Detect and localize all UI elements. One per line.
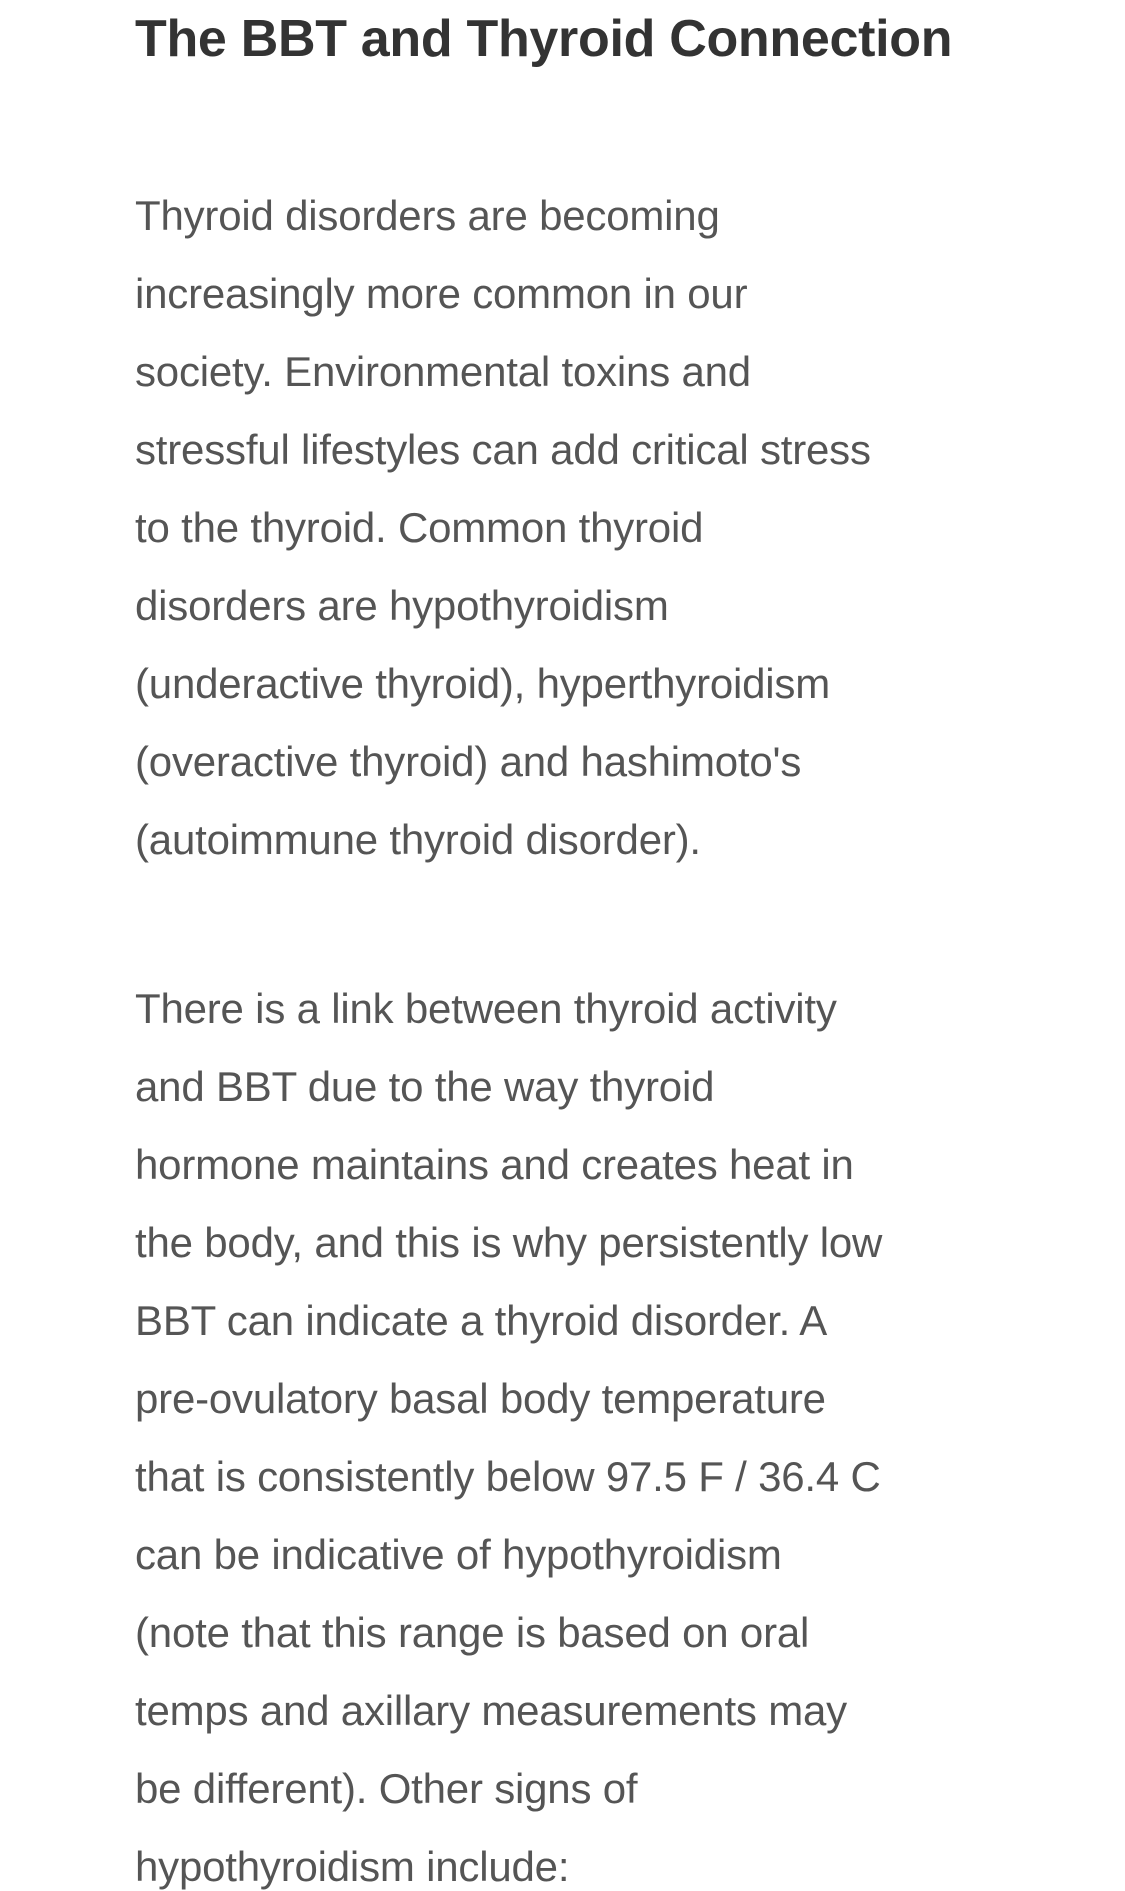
paragraph-line: Thyroid disorders are becoming [135,192,720,239]
paragraph-thyroid-disorders [135,177,995,879]
article-heading: The BBT and Thyroid Connection [135,10,953,68]
paragraph-line: the body, and this is why persistently low [135,1219,883,1266]
paragraph-line: society. Environmental toxins and [135,348,751,395]
paragraph-line: (overactive thyroid) and hashimoto's [135,738,802,785]
paragraph-line: and BBT due to the way thyroid [135,1063,715,1110]
paragraph-line: (note that this range is based on oral [135,1609,810,1656]
paragraph-bbt-link [135,970,995,1891]
paragraph-line: increasingly more common in our [135,270,748,317]
paragraph-line: pre-ovulatory basal body temperature [135,1375,826,1422]
paragraph-line: be different). Other signs of [135,1765,638,1812]
paragraph-line: temps and axillary measurements may [135,1687,847,1734]
paragraph-line: that is consistently below 97.5 F / 36.4 C [135,1453,881,1500]
paragraph-line: (autoimmune thyroid disorder). [135,816,701,863]
paragraph-line: BBT can indicate a thyroid disorder. A [135,1297,828,1344]
paragraph-line: stressful lifestyles can add critical stress [135,426,871,473]
paragraph-line: hypothyroidism include: [135,1843,570,1890]
paragraph-line: (underactive thyroid), hyperthyroidism [135,660,831,707]
paragraph-line: hormone maintains and creates heat in [135,1141,854,1188]
paragraph-line: There is a link between thyroid activity [135,985,837,1032]
paragraph-line: disorders are hypothyroidism [135,582,669,629]
paragraph-line: can be indicative of hypothyroidism [135,1531,782,1578]
paragraph-line: to the thyroid. Common thyroid [135,504,704,551]
article-content [135,0,995,1891]
